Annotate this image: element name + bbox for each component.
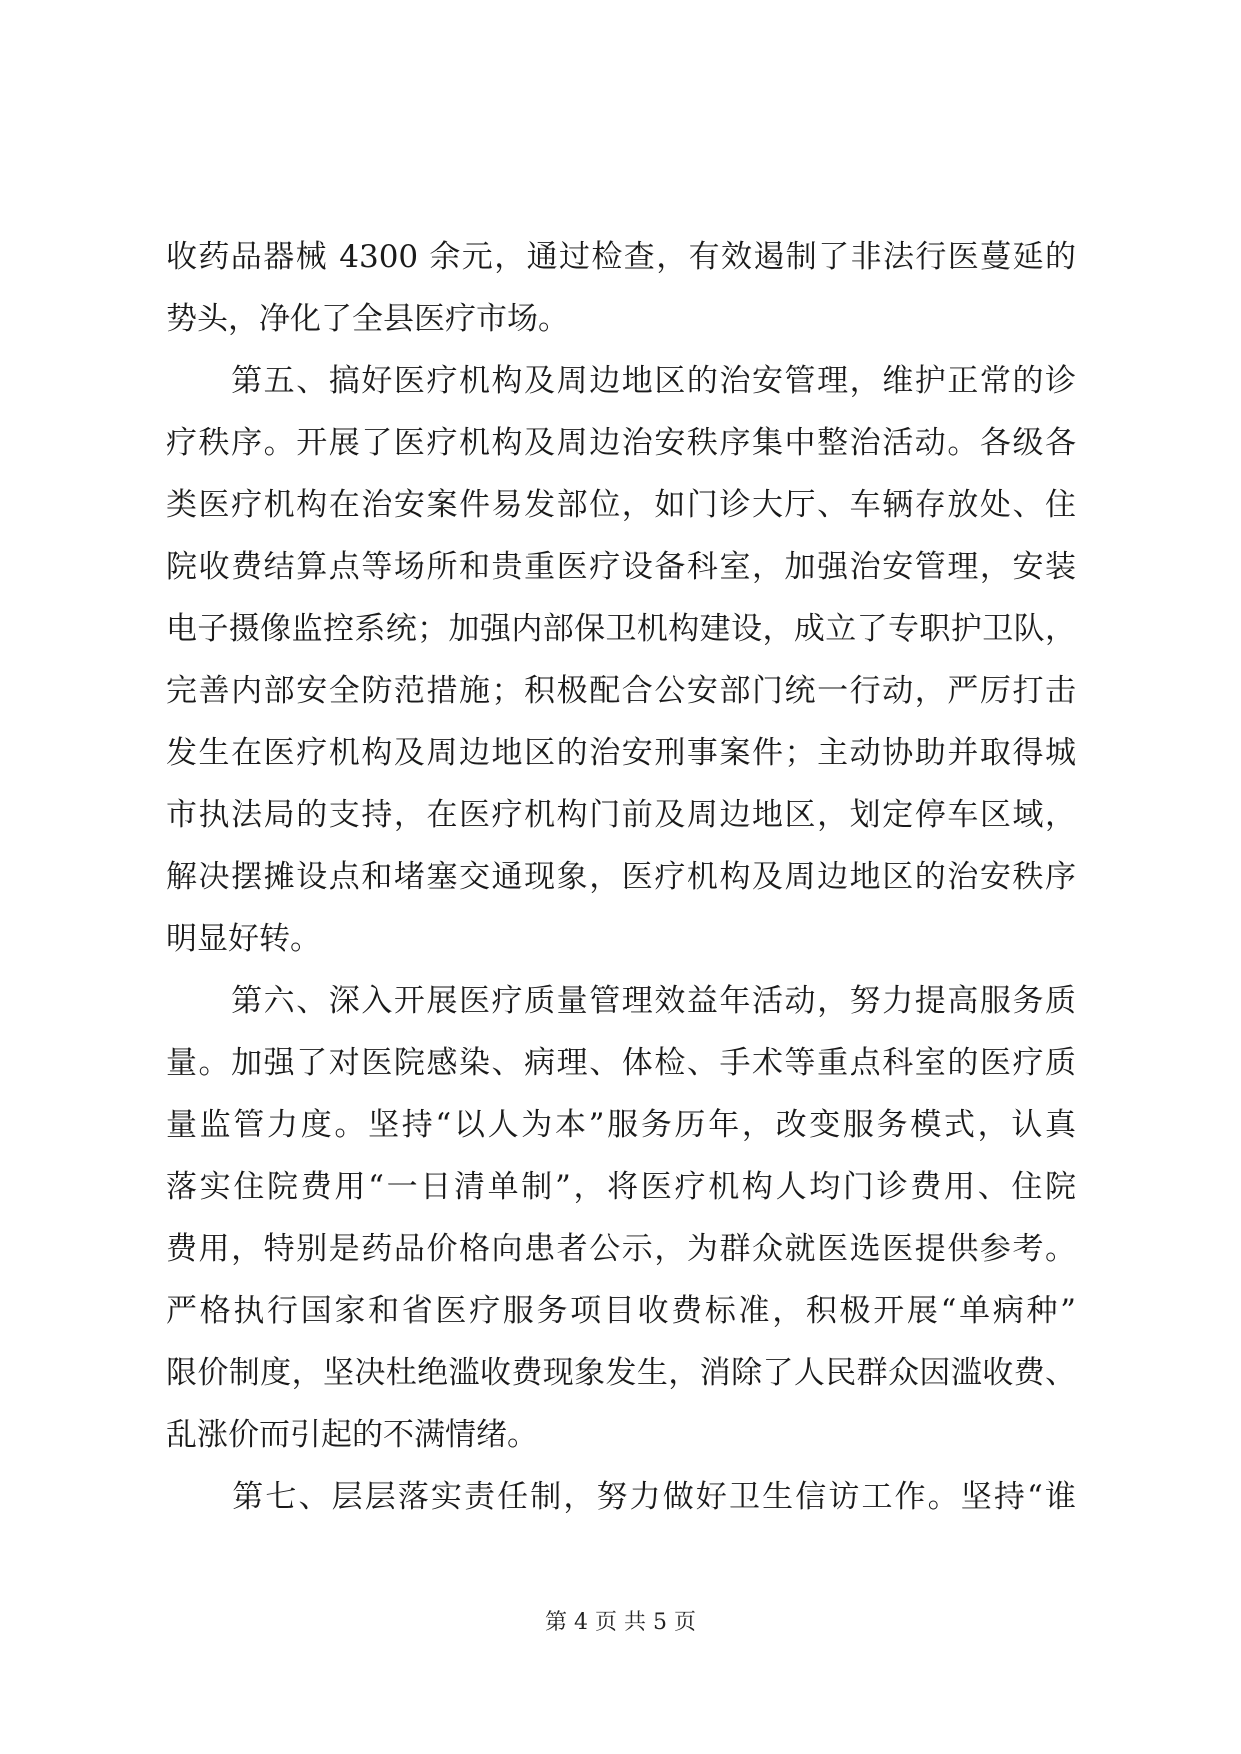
text-line: 第六、深入开展医疗质量管理效益年活动，努力提高服务质 (166, 983, 1076, 1019)
text-line: 疗秩序。开展了医疗机构及周边治安秩序集中整治活动。各级各 (166, 425, 1076, 461)
text-line: 院收费结算点等场所和贵重医疗设备科室，加强治安管理，安装 (166, 549, 1076, 585)
text-line: 收药品器械 4300 余元，通过检查，有效遏制了非法行医蔓延的 (166, 239, 1076, 275)
text-line: 市执法局的支持，在医疗机构门前及周边地区，划定停车区域， (166, 797, 1076, 833)
text-line: 势头，净化了全县医疗市场。 (166, 301, 569, 337)
text-line: 量。加强了对医院感染、病理、体检、手术等重点科室的医疗质 (166, 1045, 1076, 1081)
text-line: 费用，特别是药品价格向患者公示，为群众就医选医提供参考。 (166, 1231, 1076, 1267)
paragraph-fifth (166, 350, 1076, 970)
paragraph-continuation (166, 226, 1076, 350)
text-line: 限价制度，坚决杜绝滥收费现象发生，消除了人民群众因滥收费、 (166, 1355, 1076, 1391)
text-line: 第五、搞好医疗机构及周边地区的治安管理，维护正常的诊 (166, 363, 1076, 399)
text-line: 电子摄像监控系统；加强内部保卫机构建设，成立了专职护卫队， (166, 611, 1076, 647)
text-line: 严格执行国家和省医疗服务项目收费标准，积极开展“单病种” (166, 1293, 1076, 1329)
text-line: 解决摆摊设点和堵塞交通现象，医疗机构及周边地区的治安秩序 (166, 859, 1076, 895)
page-footer: 第 4 页 共 5 页 (545, 1610, 696, 1635)
text-line: 明显好转。 (166, 921, 321, 957)
paragraph-seventh (166, 1466, 1076, 1528)
paragraph-sixth (166, 970, 1076, 1466)
text-line: 落实住院费用“一日清单制”，将医疗机构人均门诊费用、住院 (166, 1169, 1076, 1205)
text-line: 量监管力度。坚持“以人为本”服务历年，改变服务模式，认真 (166, 1107, 1076, 1143)
text-line: 发生在医疗机构及周边地区的治安刑事案件；主动协助并取得城 (166, 735, 1076, 771)
body-text (166, 226, 1076, 1528)
text-line: 类医疗机构在治安案件易发部位，如门诊大厅、车辆存放处、住 (166, 487, 1076, 523)
text-line: 乱涨价而引起的不满情绪。 (166, 1417, 538, 1453)
text-line: 第七、层层落实责任制，努力做好卫生信访工作。坚持“谁 (166, 1479, 1076, 1515)
text-line: 完善内部安全防范措施；积极配合公安部门统一行动，严厉打击 (166, 673, 1076, 709)
